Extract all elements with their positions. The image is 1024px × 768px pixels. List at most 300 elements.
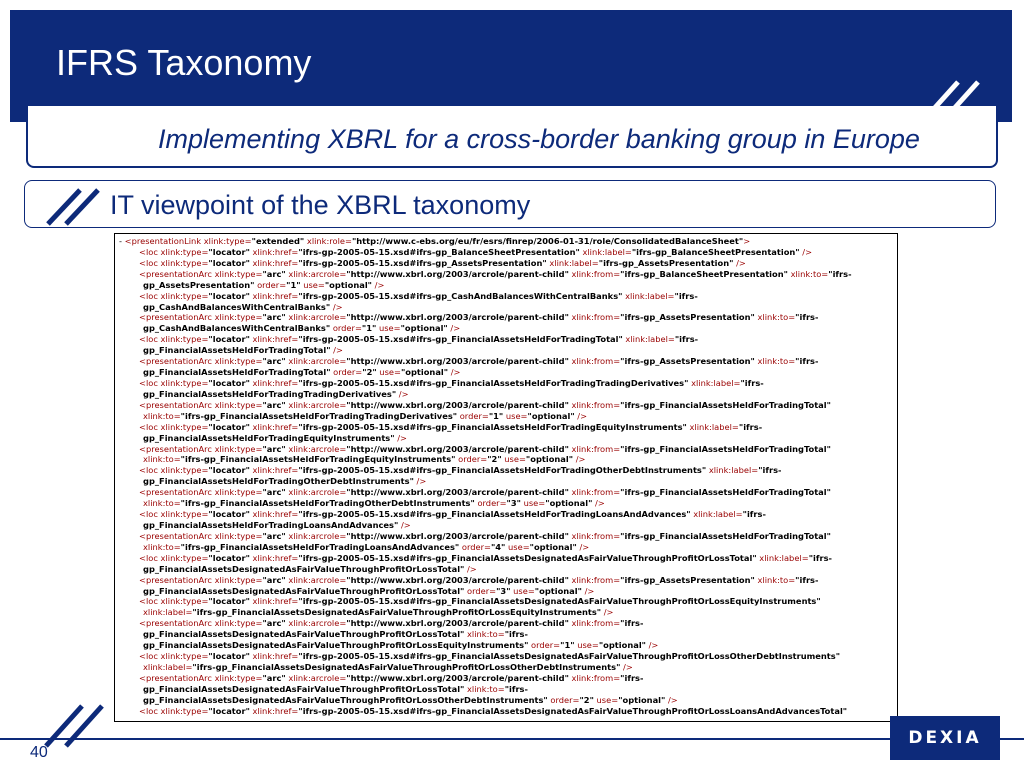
xml-token: xlink:type= (160, 651, 209, 662)
xml-token: "ifrs- (504, 683, 528, 694)
xml-token: xlink:type= (160, 377, 209, 388)
xml-token: <presentationArc (139, 356, 215, 367)
xml-token: gp_FinancialAssetsDesignatedAsFairValueThroughProfitOrLossEquityInstruments" (143, 640, 529, 651)
xml-token: "ifrs-gp-2005-05-15.xsd#ifrs-gp_AssetsPresentation" (298, 257, 547, 268)
xml-token: order= (455, 454, 488, 465)
xml-token: xlink:arcrole= (285, 574, 347, 585)
xml-token: "ifrs-gp_FinancialAssetsHeldForTradingTotal" (620, 530, 831, 541)
xml-line (119, 596, 895, 607)
xml-token: xlink:href= (249, 596, 299, 607)
xml-token: "ifrs-gp_FinancialAssetsHeldForTradingTotal" (620, 399, 831, 410)
xml-token: <presentationLink (124, 236, 204, 246)
xml-line (119, 367, 895, 378)
xml-token: gp_FinancialAssetsDesignatedAsFairValueThroughProfitOrLossTotal" (143, 683, 465, 694)
xml-token: /> (574, 410, 588, 421)
xml-line (119, 629, 895, 640)
xml-line (119, 312, 895, 323)
xml-token: use= (505, 541, 530, 552)
xml-line (119, 575, 895, 586)
xml-token: "locator" (208, 421, 250, 432)
xml-token: "ifrs-gp_FinancialAssetsHeldForTradingTotal" (620, 443, 831, 454)
xml-line (119, 651, 895, 662)
xml-token: xlink:label= (706, 465, 759, 476)
xml-token: xlink:arcrole= (285, 618, 347, 629)
xml-token: xlink:href= (249, 552, 299, 563)
xml-token: "ifrs-gp_AssetsPresentation" (620, 574, 755, 585)
xml-line (119, 706, 895, 717)
xml-token: order= (330, 367, 363, 378)
xml-token: /> (330, 301, 343, 312)
xml-line (119, 356, 895, 367)
xml-token: "locator" (208, 377, 250, 388)
xml-token: xlink:from= (568, 574, 621, 585)
xml-token: "ifrs- (674, 334, 699, 345)
xml-token: xlink:type= (160, 421, 209, 432)
xml-token: xlink:href= (249, 290, 299, 301)
xml-token: order= (474, 498, 507, 509)
xml-token: gp_FinancialAssetsHeldForTradingOtherDebtInstruments" (143, 476, 414, 487)
xml-token: "optional" (534, 585, 582, 596)
xml-token: order= (547, 694, 580, 705)
xml-token: xlink:href= (249, 334, 299, 345)
section-heading: IT viewpoint of the XBRL taxonomy (110, 190, 531, 220)
xml-token: xlink:from= (568, 268, 621, 279)
xml-token: /> (733, 257, 746, 268)
xml-line (119, 684, 895, 695)
xml-token: "optional" (324, 279, 373, 290)
xml-token: "ifrs-gp-2005-05-15.xsd#ifrs-gp_FinancialAssetsHeldForTradingTotal" (298, 334, 623, 345)
xml-token: "1" (488, 410, 504, 421)
xml-token: xlink:type= (160, 509, 209, 520)
xml-token: "ifrs- (795, 574, 819, 585)
xml-token: <loc (139, 552, 161, 563)
xml-token: <loc (139, 651, 161, 662)
xml-token: "locator" (208, 651, 250, 662)
xml-token: order= (457, 410, 489, 421)
xml-token: xlink:from= (568, 312, 621, 323)
xml-token: "locator" (208, 596, 250, 607)
xml-token: xlink:role= (304, 236, 352, 246)
xml-token: gp_CashAndBalancesWithCentralBanks" (143, 301, 331, 312)
xml-token: "ifrs-gp_FinancialAssetsHeldForTradingLoansAndAdvances" (180, 541, 460, 552)
xml-token: gp_FinancialAssetsDesignatedAsFairValueThroughProfitOrLossOtherDebtInstruments" (143, 694, 548, 705)
xml-token: "ifrs-gp_FinancialAssetsDesignatedAsFairValueThroughProfitOrLossEquityInstruments" (192, 607, 602, 618)
xml-token: "ifrs-gp-2005-05-15.xsd#ifrs-gp_FinancialAssetsDesignatedAsFairValueThroughProfitOrLossEquityInstruments" (298, 596, 821, 607)
xml-token: xlink:to= (143, 454, 181, 465)
xml-token: xlink:type= (214, 672, 263, 683)
xml-line (119, 433, 895, 444)
xml-token: "ifrs-gp-2005-05-15.xsd#ifrs-gp_FinancialAssetsHeldForTradingLoansAndAdvances" (298, 509, 691, 520)
xml-line (119, 542, 895, 553)
xml-token: - (119, 236, 125, 246)
xml-token: /> (394, 432, 407, 443)
xml-token: "3" (496, 585, 511, 596)
xml-line (119, 454, 895, 465)
xml-token: "http://www.c-ebs.org/eu/fr/esrs/finrep/2006-01-31/role/ConsolidatedBalanceSheet" (351, 236, 744, 246)
xml-token: "optional" (525, 454, 574, 465)
xml-token: "optional" (400, 323, 448, 334)
xml-token: use= (593, 694, 619, 705)
xml-line (119, 334, 895, 345)
xml-token: "ifrs-gp-2005-05-15.xsd#ifrs-gp_FinancialAssetsDesignatedAsFairValueThroughProfitOrLossLoansAndAdvancesTotal" (298, 705, 848, 716)
xml-token: xlink:type= (160, 290, 209, 301)
xml-token: "locator" (208, 290, 250, 301)
xml-token: "2" (487, 454, 502, 465)
xml-token: "http://www.xbrl.org/2003/arcrole/parent-child" (346, 487, 569, 498)
xml-token: "optional" (400, 367, 449, 378)
xml-line (119, 422, 895, 433)
xml-token: "ifrs- (795, 356, 819, 367)
xml-line (119, 673, 895, 684)
xml-line (119, 389, 895, 400)
xml-line (119, 400, 895, 411)
xml-line (119, 586, 895, 597)
xml-token: /> (447, 323, 461, 334)
xml-token: gp_AssetsPresentation" (143, 279, 255, 290)
xml-token: <presentationArc (139, 530, 215, 541)
xml-token: xlink:type= (214, 487, 263, 498)
xml-token: "optional" (527, 410, 575, 421)
logo-wordmark: DEXIA (908, 728, 982, 748)
xml-token: xlink:href= (249, 377, 299, 388)
xml-token: /> (576, 541, 590, 552)
xml-token: "ifrs-gp-2005-05-15.xsd#ifrs-gp_BalanceSheetPresentation" (298, 246, 580, 257)
xml-token: xlink:to= (143, 541, 181, 552)
page-number: 40 (30, 744, 48, 761)
xml-token: "locator" (208, 509, 250, 520)
xml-token: xlink:label= (690, 509, 743, 520)
xml-token: <loc (139, 334, 161, 345)
xml-token: "arc" (262, 443, 286, 454)
xml-token: gp_FinancialAssetsDesignatedAsFairValueThroughProfitOrLossTotal" (143, 629, 465, 640)
xml-token: <loc (139, 257, 161, 268)
xml-token: xlink:label= (143, 607, 193, 618)
xml-token: xlink:arcrole= (285, 312, 347, 323)
xml-token: "arc" (262, 574, 286, 585)
xml-token: xlink:from= (568, 443, 621, 454)
xml-line (119, 531, 895, 542)
xml-line (119, 247, 895, 258)
xml-token: <loc (139, 509, 161, 520)
xml-token: xlink:arcrole= (285, 487, 347, 498)
xml-token: xlink:href= (249, 509, 299, 520)
xml-token: > (743, 236, 751, 246)
xml-token: "optional" (618, 694, 666, 705)
xml-token: "ifrs- (740, 377, 764, 388)
xml-token: <loc (139, 596, 161, 607)
xml-token: "arc" (262, 672, 286, 683)
xml-token: xlink:arcrole= (285, 268, 347, 279)
xml-token: /> (620, 661, 633, 672)
xml-token: <loc (139, 421, 161, 432)
xml-token: "ifrs-gp_BalanceSheetPresentation" (620, 268, 788, 279)
xml-token: /> (330, 345, 343, 356)
xml-line (119, 444, 895, 455)
xml-token: /> (398, 519, 411, 530)
xml-token: /> (573, 454, 586, 465)
xml-token: xlink:href= (249, 246, 299, 257)
xml-token: xlink:to= (754, 574, 796, 585)
xml-code-listing (119, 236, 895, 717)
xml-token: "2" (362, 367, 377, 378)
xml-token: xlink:type= (214, 312, 263, 323)
dexia-logo (890, 716, 1000, 760)
xml-line (119, 411, 895, 422)
xml-token: "ifrs-gp-2005-05-15.xsd#ifrs-gp_FinancialAssetsHeldForTradingOtherDebtInstruments" (298, 465, 707, 476)
xml-token: "1" (361, 323, 377, 334)
xml-token: xlink:label= (622, 334, 675, 345)
xml-line (119, 291, 895, 302)
xml-token: xlink:from= (568, 618, 621, 629)
xml-token: use= (376, 367, 401, 378)
xml-token: "ifrs-gp_BalanceSheetPresentation" (631, 246, 800, 257)
xml-token: xlink:type= (214, 530, 263, 541)
xml-token: "arc" (262, 356, 286, 367)
xml-token: "arc" (262, 312, 286, 323)
xml-token: order= (254, 279, 287, 290)
xml-token: use= (503, 410, 528, 421)
xml-token: xlink:from= (568, 356, 621, 367)
xml-token: xlink:href= (249, 465, 299, 476)
xml-token: /> (396, 388, 409, 399)
xml-token: xlink:href= (249, 421, 299, 432)
double-slash-icon (42, 184, 106, 228)
xml-token: xlink:label= (622, 290, 675, 301)
xml-token: "2" (579, 694, 594, 705)
xml-token: xlink:type= (160, 596, 209, 607)
xml-token: "ifrs- (742, 509, 766, 520)
xml-token: "ifrs-gp_FinancialAssetsDesignatedAsFairValueThroughProfitOrLossOtherDebtInstruments" (192, 661, 621, 672)
xml-token: order= (459, 541, 491, 552)
xml-token: "ifrs- (620, 672, 644, 683)
xml-token: "http://www.xbrl.org/2003/arcrole/parent-child" (346, 312, 569, 323)
xml-token: "ifrs-gp_FinancialAssetsHeldForTradingOtherDebtInstruments" (180, 498, 475, 509)
xml-token: "ifrs- (674, 290, 698, 301)
xml-token: use= (501, 454, 526, 465)
xml-token: use= (574, 640, 599, 651)
xml-token: "arc" (262, 618, 286, 629)
xml-token: gp_FinancialAssetsHeldForTradingEquityInstruments" (143, 432, 395, 443)
xml-token: /> (799, 246, 813, 257)
xml-token: order= (528, 640, 561, 651)
xml-token: "ifrs-gp_FinancialAssetsHeldForTradingTotal" (620, 487, 831, 498)
xml-token: gp_FinancialAssetsHeldForTradingTotal" (143, 345, 331, 356)
xml-line (119, 564, 895, 575)
xml-line (119, 269, 895, 280)
xml-token: xlink:label= (686, 421, 739, 432)
xml-line (119, 465, 895, 476)
xml-token: <loc (139, 290, 161, 301)
xml-token: xlink:type= (160, 334, 209, 345)
xml-token: gp_FinancialAssetsDesignatedAsFairValueThroughProfitOrLossTotal" (143, 563, 465, 574)
xml-token: "1" (560, 640, 575, 651)
xml-token: "locator" (208, 334, 250, 345)
slide-subtitle: Implementing XBRL for a cross-border banking group in Europe (158, 124, 920, 154)
xml-token: <presentationArc (139, 618, 215, 629)
xml-token: order= (464, 585, 497, 596)
xml-token: gp_FinancialAssetsDesignatedAsFairValueThroughProfitOrLossTotal" (143, 585, 465, 596)
xml-token: xlink:arcrole= (285, 356, 347, 367)
xml-token: "4" (490, 541, 506, 552)
xml-token: "ifrs- (738, 421, 763, 432)
xml-token: xlink:to= (464, 683, 505, 694)
xml-token: use= (376, 323, 401, 334)
xml-code-panel (114, 233, 898, 722)
xml-token: "ifrs-gp-2005-05-15.xsd#ifrs-gp_FinancialAssetsDesignatedAsFairValueThroughProfitOrLossTotal" (298, 552, 757, 563)
xml-line (119, 695, 895, 706)
xml-token: gp_FinancialAssetsHeldForTradingTotal" (143, 367, 331, 378)
xml-line (119, 618, 895, 629)
footer-rule (0, 738, 1024, 740)
xml-token: "locator" (208, 705, 250, 716)
xml-token: xlink:type= (160, 705, 209, 716)
xml-line (119, 640, 895, 651)
xml-token: "ifrs-gp_AssetsPresentation" (598, 257, 734, 268)
xml-token: xlink:label= (688, 377, 741, 388)
xml-token: "ifrs-gp-2005-05-15.xsd#ifrs-gp_FinancialAssetsHeldForTradingTradingDerivatives" (298, 377, 689, 388)
xml-token: <loc (139, 705, 161, 716)
xml-token: xlink:from= (568, 487, 621, 498)
xml-token: xlink:from= (568, 399, 621, 410)
xml-line (119, 258, 895, 269)
xml-line (119, 476, 895, 487)
xml-token: xlink:type= (214, 268, 263, 279)
xml-token: use= (520, 498, 546, 509)
xml-token: "arc" (262, 399, 286, 410)
double-slash-icon (40, 700, 110, 750)
xml-token: /> (448, 367, 461, 378)
xml-token: xlink:from= (568, 530, 621, 541)
xml-token: "ifrs- (758, 465, 782, 476)
xml-token: "http://www.xbrl.org/2003/arcrole/parent-child" (346, 356, 569, 367)
xml-token: /> (413, 476, 427, 487)
xml-line (119, 378, 895, 389)
xml-token: "optional" (529, 541, 577, 552)
xml-token: order= (330, 323, 362, 334)
xml-token: "arc" (262, 487, 286, 498)
xml-token: xlink:to= (754, 312, 796, 323)
xml-token: "http://www.xbrl.org/2003/arcrole/parent-child" (346, 530, 569, 541)
slide-title: IFRS Taxonomy (56, 42, 312, 83)
xml-token: gp_FinancialAssetsHeldForTradingTradingDerivatives" (143, 388, 397, 399)
xml-token: xlink:to= (143, 410, 181, 421)
xml-token: "locator" (208, 552, 250, 563)
xml-token: xlink:type= (160, 257, 209, 268)
xml-token: /> (592, 498, 605, 509)
xml-token: "http://www.xbrl.org/2003/arcrole/parent-child" (346, 268, 569, 279)
xml-line (119, 607, 895, 618)
xml-token: xlink:to= (787, 268, 829, 279)
xml-token: "ifrs-gp_AssetsPresentation" (620, 312, 755, 323)
xml-token: xlink:label= (143, 661, 193, 672)
xml-line (119, 520, 895, 531)
xml-token: gp_FinancialAssetsHeldForTradingLoansAndAdvances" (143, 519, 399, 530)
xml-token: "ifrs- (504, 629, 528, 640)
xml-token: "ifrs- (620, 618, 644, 629)
xml-token: <presentationArc (139, 268, 215, 279)
xml-token: "http://www.xbrl.org/2003/arcrole/parent-child" (346, 443, 569, 454)
xml-token: xlink:type= (160, 465, 209, 476)
xml-token: xlink:href= (249, 257, 299, 268)
xml-line (119, 553, 895, 564)
xml-token: "optional" (598, 640, 646, 651)
xml-token: xlink:type= (214, 356, 263, 367)
xml-token: /> (665, 694, 678, 705)
xml-token: xlink:type= (160, 552, 209, 563)
xml-line (119, 498, 895, 509)
xml-token: use= (510, 585, 535, 596)
xml-token: "arc" (262, 268, 286, 279)
xml-line (119, 302, 895, 313)
xml-line (119, 509, 895, 520)
xml-token: /> (646, 640, 659, 651)
xml-token: gp_CashAndBalancesWithCentralBanks" (143, 323, 331, 334)
xml-token: xlink:href= (249, 705, 299, 716)
xml-token: <presentationArc (139, 672, 215, 683)
xml-token: xlink:type= (214, 443, 263, 454)
xml-token: /> (601, 607, 614, 618)
xml-token: "ifrs- (828, 268, 852, 279)
xml-token: "ifrs- (808, 552, 832, 563)
xml-token: <loc (139, 246, 161, 257)
xml-token: "locator" (208, 257, 250, 268)
xml-token: <presentationArc (139, 574, 215, 585)
xml-line (119, 345, 895, 356)
xml-line (119, 487, 895, 498)
xml-token: <presentationArc (139, 312, 215, 323)
xml-token: xlink:type= (203, 236, 252, 246)
xml-token: "ifrs-gp-2005-05-15.xsd#ifrs-gp_FinancialAssetsHeldForTradingEquityInstruments" (298, 421, 687, 432)
xml-token: xlink:arcrole= (285, 443, 347, 454)
xml-token: "http://www.xbrl.org/2003/arcrole/parent-child" (346, 574, 569, 585)
xml-token: "ifrs-gp_FinancialAssetsHeldForTradingEquityInstruments" (180, 454, 456, 465)
xml-token: xlink:to= (143, 498, 181, 509)
xml-token: <loc (139, 377, 161, 388)
xml-line (119, 323, 895, 334)
xml-token: "extended" (251, 236, 305, 246)
xml-token: "ifrs- (795, 312, 819, 323)
xml-token: /> (464, 563, 477, 574)
xml-token: "http://www.xbrl.org/2003/arcrole/parent-child" (346, 399, 569, 410)
xml-token: use= (300, 279, 325, 290)
xml-token: <loc (139, 465, 161, 476)
xml-token: xlink:type= (214, 574, 263, 585)
xml-token: "ifrs-gp_FinancialAssetsHeldForTradingTradingDerivatives" (180, 410, 458, 421)
xml-token: xlink:href= (249, 651, 299, 662)
xml-token: "ifrs-gp-2005-05-15.xsd#ifrs-gp_FinancialAssetsDesignatedAsFairValueThroughProfitOrLossOtherDebtInstruments" (298, 651, 841, 662)
xml-line (119, 236, 895, 247)
xml-token: "http://www.xbrl.org/2003/arcrole/parent-child" (346, 618, 569, 629)
xml-token: "http://www.xbrl.org/2003/arcrole/parent-child" (346, 672, 569, 683)
xml-token: "1" (286, 279, 301, 290)
xml-token: xlink:label= (546, 257, 599, 268)
xml-token: xlink:arcrole= (285, 399, 347, 410)
xml-token: "optional" (545, 498, 593, 509)
xml-token: xlink:arcrole= (285, 530, 347, 541)
xml-token: "ifrs-gp-2005-05-15.xsd#ifrs-gp_CashAndBalancesWithCentralBanks" (298, 290, 623, 301)
xml-token: <presentationArc (139, 443, 215, 454)
xml-token: "arc" (262, 530, 286, 541)
xml-line (119, 662, 895, 673)
xml-token: "ifrs-gp_AssetsPresentation" (620, 356, 755, 367)
xml-token: xlink:label= (756, 552, 809, 563)
xml-line (119, 280, 895, 291)
xml-token: xlink:arcrole= (285, 672, 347, 683)
xml-token: xlink:type= (214, 618, 263, 629)
xml-token: xlink:type= (214, 399, 263, 410)
xml-token: xlink:to= (754, 356, 796, 367)
xml-token: <presentationArc (139, 487, 215, 498)
